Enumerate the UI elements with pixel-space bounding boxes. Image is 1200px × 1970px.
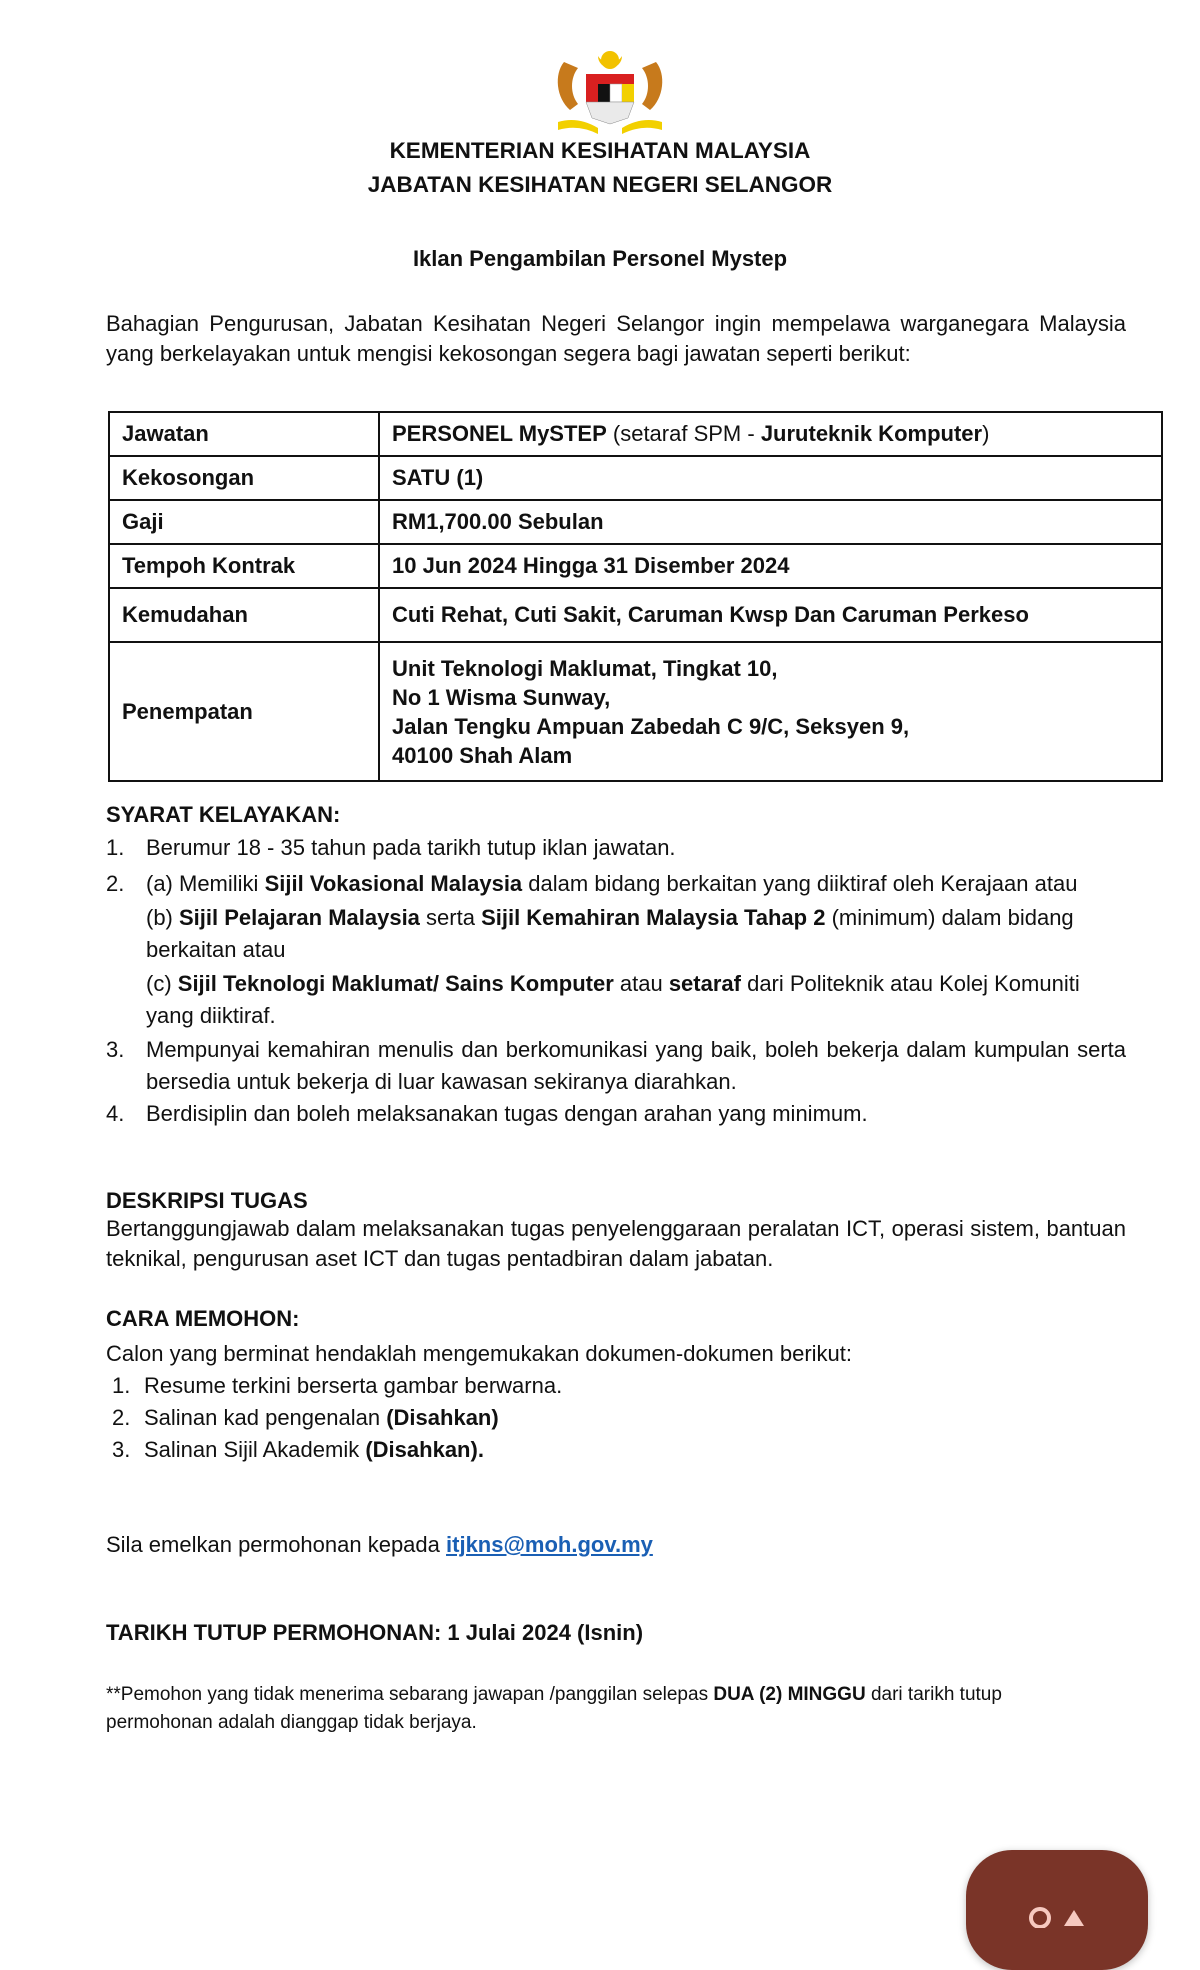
row-value: SATU (1) (379, 456, 1162, 500)
how-to-apply-intro: Calon yang berminat hendaklah mengemukakan dokumen-dokumen berikut: (106, 1341, 853, 1366)
job-description-text: Bertanggungjawab dalam melaksanakan tugas penyelenggaraan peralatan ICT, operasi sistem, bantuan teknikal, pengurusan aset ICT dan tugas pentadbiran dalam jabatan. (106, 1216, 1126, 1271)
floating-action-button[interactable] (966, 1850, 1148, 1970)
row-value-address (379, 642, 1162, 781)
email-instruction (106, 1532, 1126, 1558)
text: atau (613, 971, 669, 996)
text-bold: (Disahkan) (386, 1405, 499, 1430)
row-value: Cuti Rehat, Cuti Sakit, Caruman Kwsp Dan Caruman Perkeso (379, 588, 1162, 642)
row-label: Kekosongan (109, 456, 379, 500)
text: Salinan kad pengenalan (144, 1405, 387, 1430)
text-bold: (Disahkan). (365, 1437, 484, 1462)
row-label: Penempatan (109, 642, 379, 781)
position-equivalent: (setaraf SPM - (606, 421, 761, 446)
item-number: 1. (112, 1373, 131, 1398)
email-link[interactable]: itjkns@moh.gov.my (446, 1532, 653, 1557)
text-bold: Sijil Teknologi Maklumat/ Sains Komputer (177, 971, 614, 996)
address-line: Unit Teknologi Maklumat, Tingkat 10, (392, 655, 778, 681)
how-to-apply-heading: CARA MEMOHON: (106, 1306, 300, 1331)
address-line: No 1 Wisma Sunway, (392, 684, 611, 710)
intro-paragraph: Bahagian Pengurusan, Jabatan Kesihatan Negeri Selangor ingin mempelawa warganegara Malaysia yang berkelayakan untuk mengisi kekosongan segera bagi jawatan seperti berikut: (106, 311, 1126, 366)
row-label: Gaji (109, 500, 379, 544)
disclaimer-note (106, 1681, 1106, 1737)
text-bold: Sijil Kemahiran Malaysia Tahap 2 (481, 905, 826, 930)
item-number: 3. (112, 1437, 131, 1462)
position-name: PERSONEL MySTEP (392, 421, 607, 446)
text: serta (419, 905, 482, 930)
position-title: Juruteknik Komputer (760, 421, 983, 446)
job-details-table (108, 411, 1163, 782)
text: dari Politeknik atau Kolej Komuniti yang diiktiraf. (146, 971, 1080, 1028)
item-text (144, 1434, 484, 1466)
text-bold: Sijil Pelajaran Malaysia (179, 905, 420, 930)
text: Salinan Sijil Akademik (144, 1437, 366, 1462)
text: dari tarikh tutup permohonan adalah dianggap tidak berjaya. (106, 1684, 1002, 1733)
job-description-section (106, 1188, 1126, 1274)
row-value: 10 Jun 2024 Hingga 31 Disember 2024 (379, 544, 1162, 588)
page-title: Iklan Pengambilan Personel Mystep (412, 246, 788, 271)
table-row (109, 456, 1162, 500)
text: **Pemohon yang tidak menerima sebarang jawapan /panggilan selepas (106, 1684, 714, 1705)
list-item (106, 1034, 1126, 1098)
closing-date: TARIKH TUTUP PERMOHONAN: 1 Julai 2024 (Isnin) (106, 1620, 644, 1645)
row-label: Jawatan (109, 412, 379, 456)
job-description-heading: DESKRIPSI TUGAS (106, 1188, 308, 1213)
text-bold: Sijil Vokasional Malaysia (264, 871, 523, 896)
text-bold: DUA (2) MINGGU (713, 1684, 866, 1705)
text: dalam bidang berkaitan yang diiktiraf oleh Kerajaan atau (522, 871, 1078, 896)
item-number: 2. (112, 1405, 131, 1430)
requirements-heading: SYARAT KELAYAKAN: (106, 802, 341, 827)
text: (c) (146, 971, 178, 996)
item-number: 3. (106, 1037, 125, 1062)
list-item (112, 1402, 1126, 1434)
address-line: 40100 Shah Alam (392, 742, 573, 768)
row-value (379, 412, 1162, 456)
crest-icon (548, 44, 672, 136)
item-text: Mempunyai kemahiran menulis dan berkomunikasi yang baik, boleh bekerja dalam kumpulan serta bersedia untuk bekerja di luar kawasan sekiranya diarahkan. (146, 1037, 1126, 1094)
list-item (106, 832, 1126, 864)
text: (minimum) dalam bidang berkaitan atau (146, 905, 1074, 962)
item-text: Berumur 18 - 35 tahun pada tarikh tutup iklan jawatan. (146, 835, 676, 860)
option-b (146, 902, 1126, 966)
item-text: Berdisiplin dan boleh melaksanakan tugas dengan arahan yang minimum. (146, 1101, 868, 1126)
item-text (144, 1402, 499, 1434)
table-row (109, 642, 1162, 781)
list-item (106, 868, 1126, 1032)
text: (b) (146, 905, 179, 930)
table-row (109, 500, 1162, 544)
list-item (106, 1098, 1126, 1130)
row-label: Tempoh Kontrak (109, 544, 379, 588)
row-value: RM1,700.00 Sebulan (379, 500, 1162, 544)
list-item (112, 1370, 1126, 1402)
address-line: Jalan Tengku Ampuan Zabedah C 9/C, Seksyen 9, (392, 713, 910, 739)
table-row (109, 412, 1162, 456)
text: (a) Memiliki (146, 871, 265, 896)
list-item (112, 1434, 1126, 1466)
item-number: 4. (106, 1101, 125, 1126)
table-row (109, 588, 1162, 642)
position-tail: ) (982, 421, 990, 446)
item-number: 2. (106, 871, 125, 896)
text-bold: setaraf (668, 971, 741, 996)
how-to-apply-section (106, 1306, 1126, 1466)
table-row (109, 544, 1162, 588)
option-c (146, 968, 1126, 1032)
email-prefix: Sila emelkan permohonan kepada (106, 1532, 447, 1557)
option-a (146, 868, 1126, 900)
row-label: Kemudahan (109, 588, 379, 642)
requirements-section (106, 802, 1126, 1130)
item-text: Resume terkini berserta gambar berwarna. (144, 1373, 563, 1398)
coat-of-arms-logo (548, 44, 672, 136)
department-name: JABATAN KESIHATAN NEGERI SELANGOR (367, 172, 833, 197)
item-number: 1. (106, 835, 125, 860)
item-text (146, 868, 1126, 1032)
edit-icon (1024, 1888, 1090, 1928)
ministry-name: KEMENTERIAN KESIHATAN MALAYSIA (389, 138, 811, 163)
